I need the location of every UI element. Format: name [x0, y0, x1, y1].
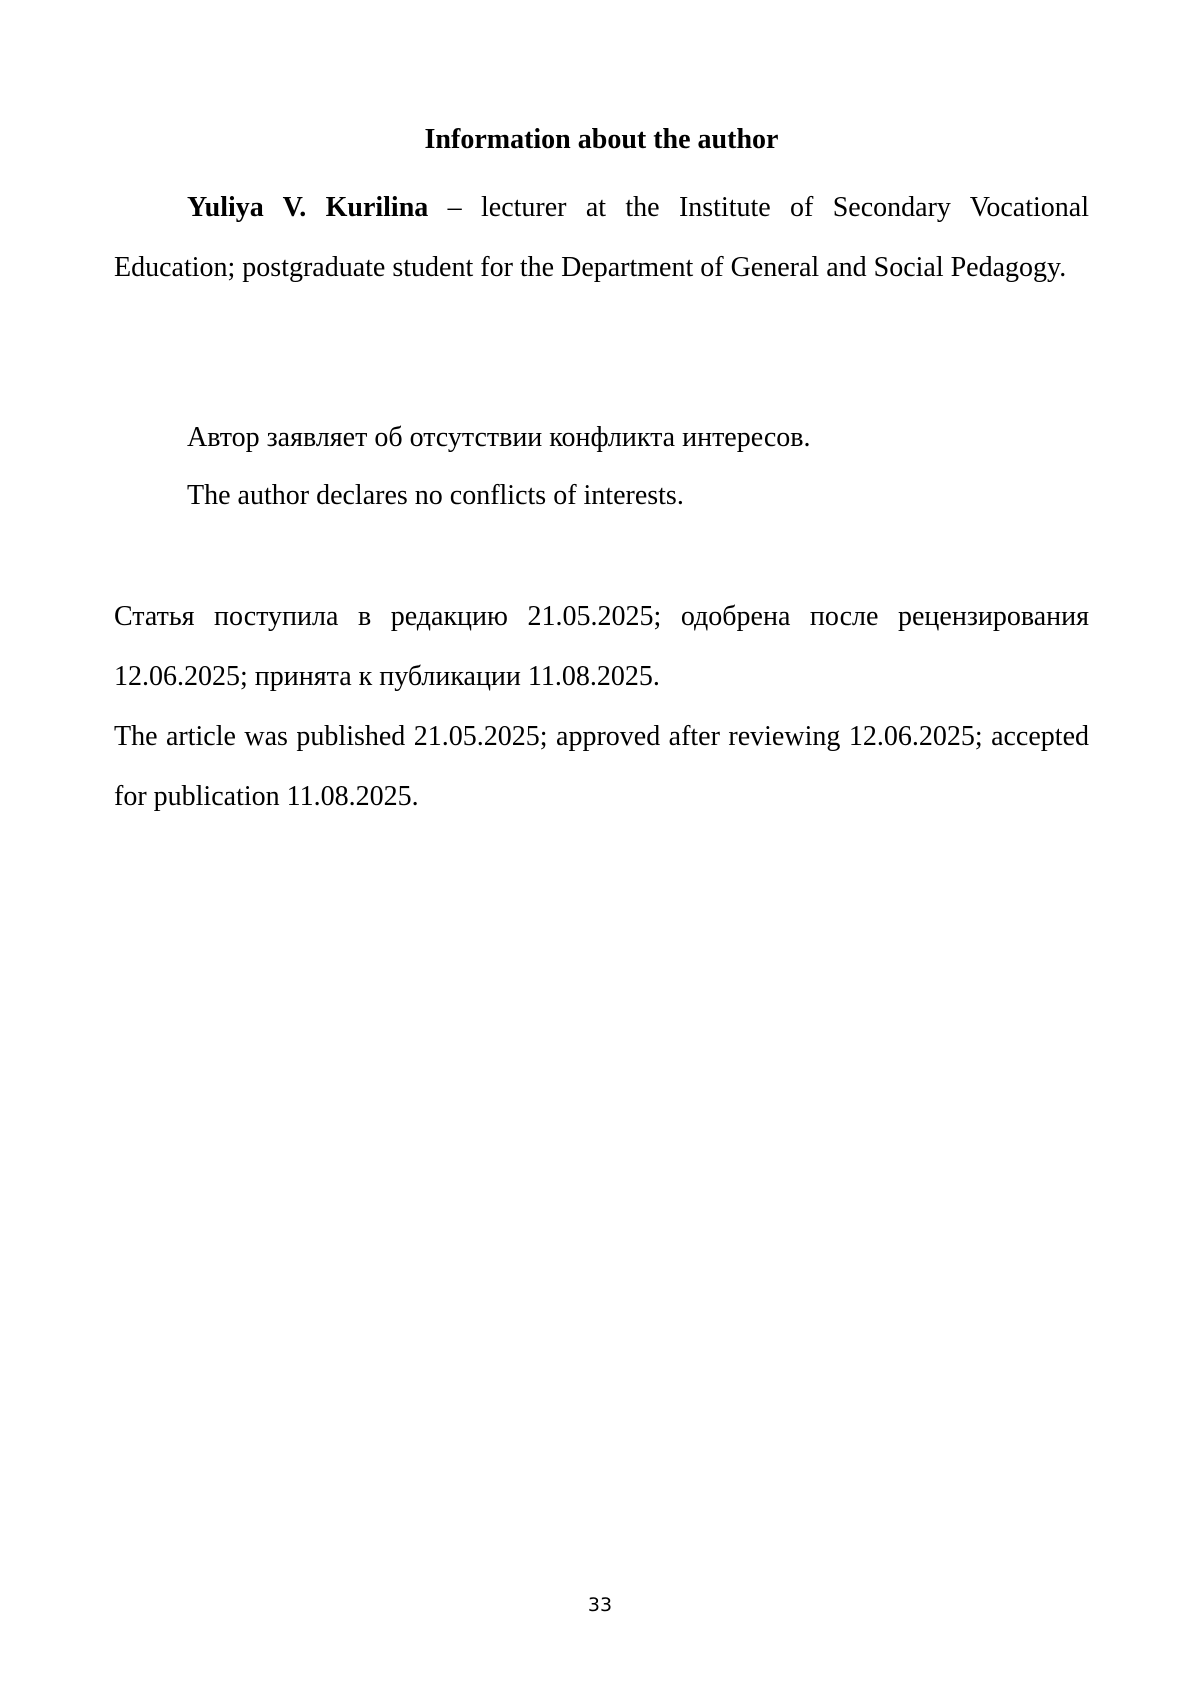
author-info-paragraph [114, 178, 1089, 298]
author-name: Yuliya V. Kurilina [187, 192, 429, 223]
article-history-en: The article was published 21.05.2025; approved after reviewing 12.06.2025; accepted for publication 11.08.2025. [114, 721, 1089, 812]
author-description: – lecturer at the Institute of Secondary Vocational Education; postgraduate student for the Department of General and Social Pedagogy. [114, 192, 1089, 283]
article-history-ru: Статья поступила в редакцию 21.05.2025; одобрена после рецензирования 12.06.2025; принята к публикации 11.08.2025. [114, 601, 1089, 692]
conflict-statement-ru: Автор заявляет об отсутствии конфликта интересов. [187, 422, 811, 453]
conflict-statement-en: The author declares no conflicts of interests. [187, 480, 684, 511]
page-number: 33 [587, 1594, 613, 1616]
section-heading: Information about the author [424, 124, 779, 155]
